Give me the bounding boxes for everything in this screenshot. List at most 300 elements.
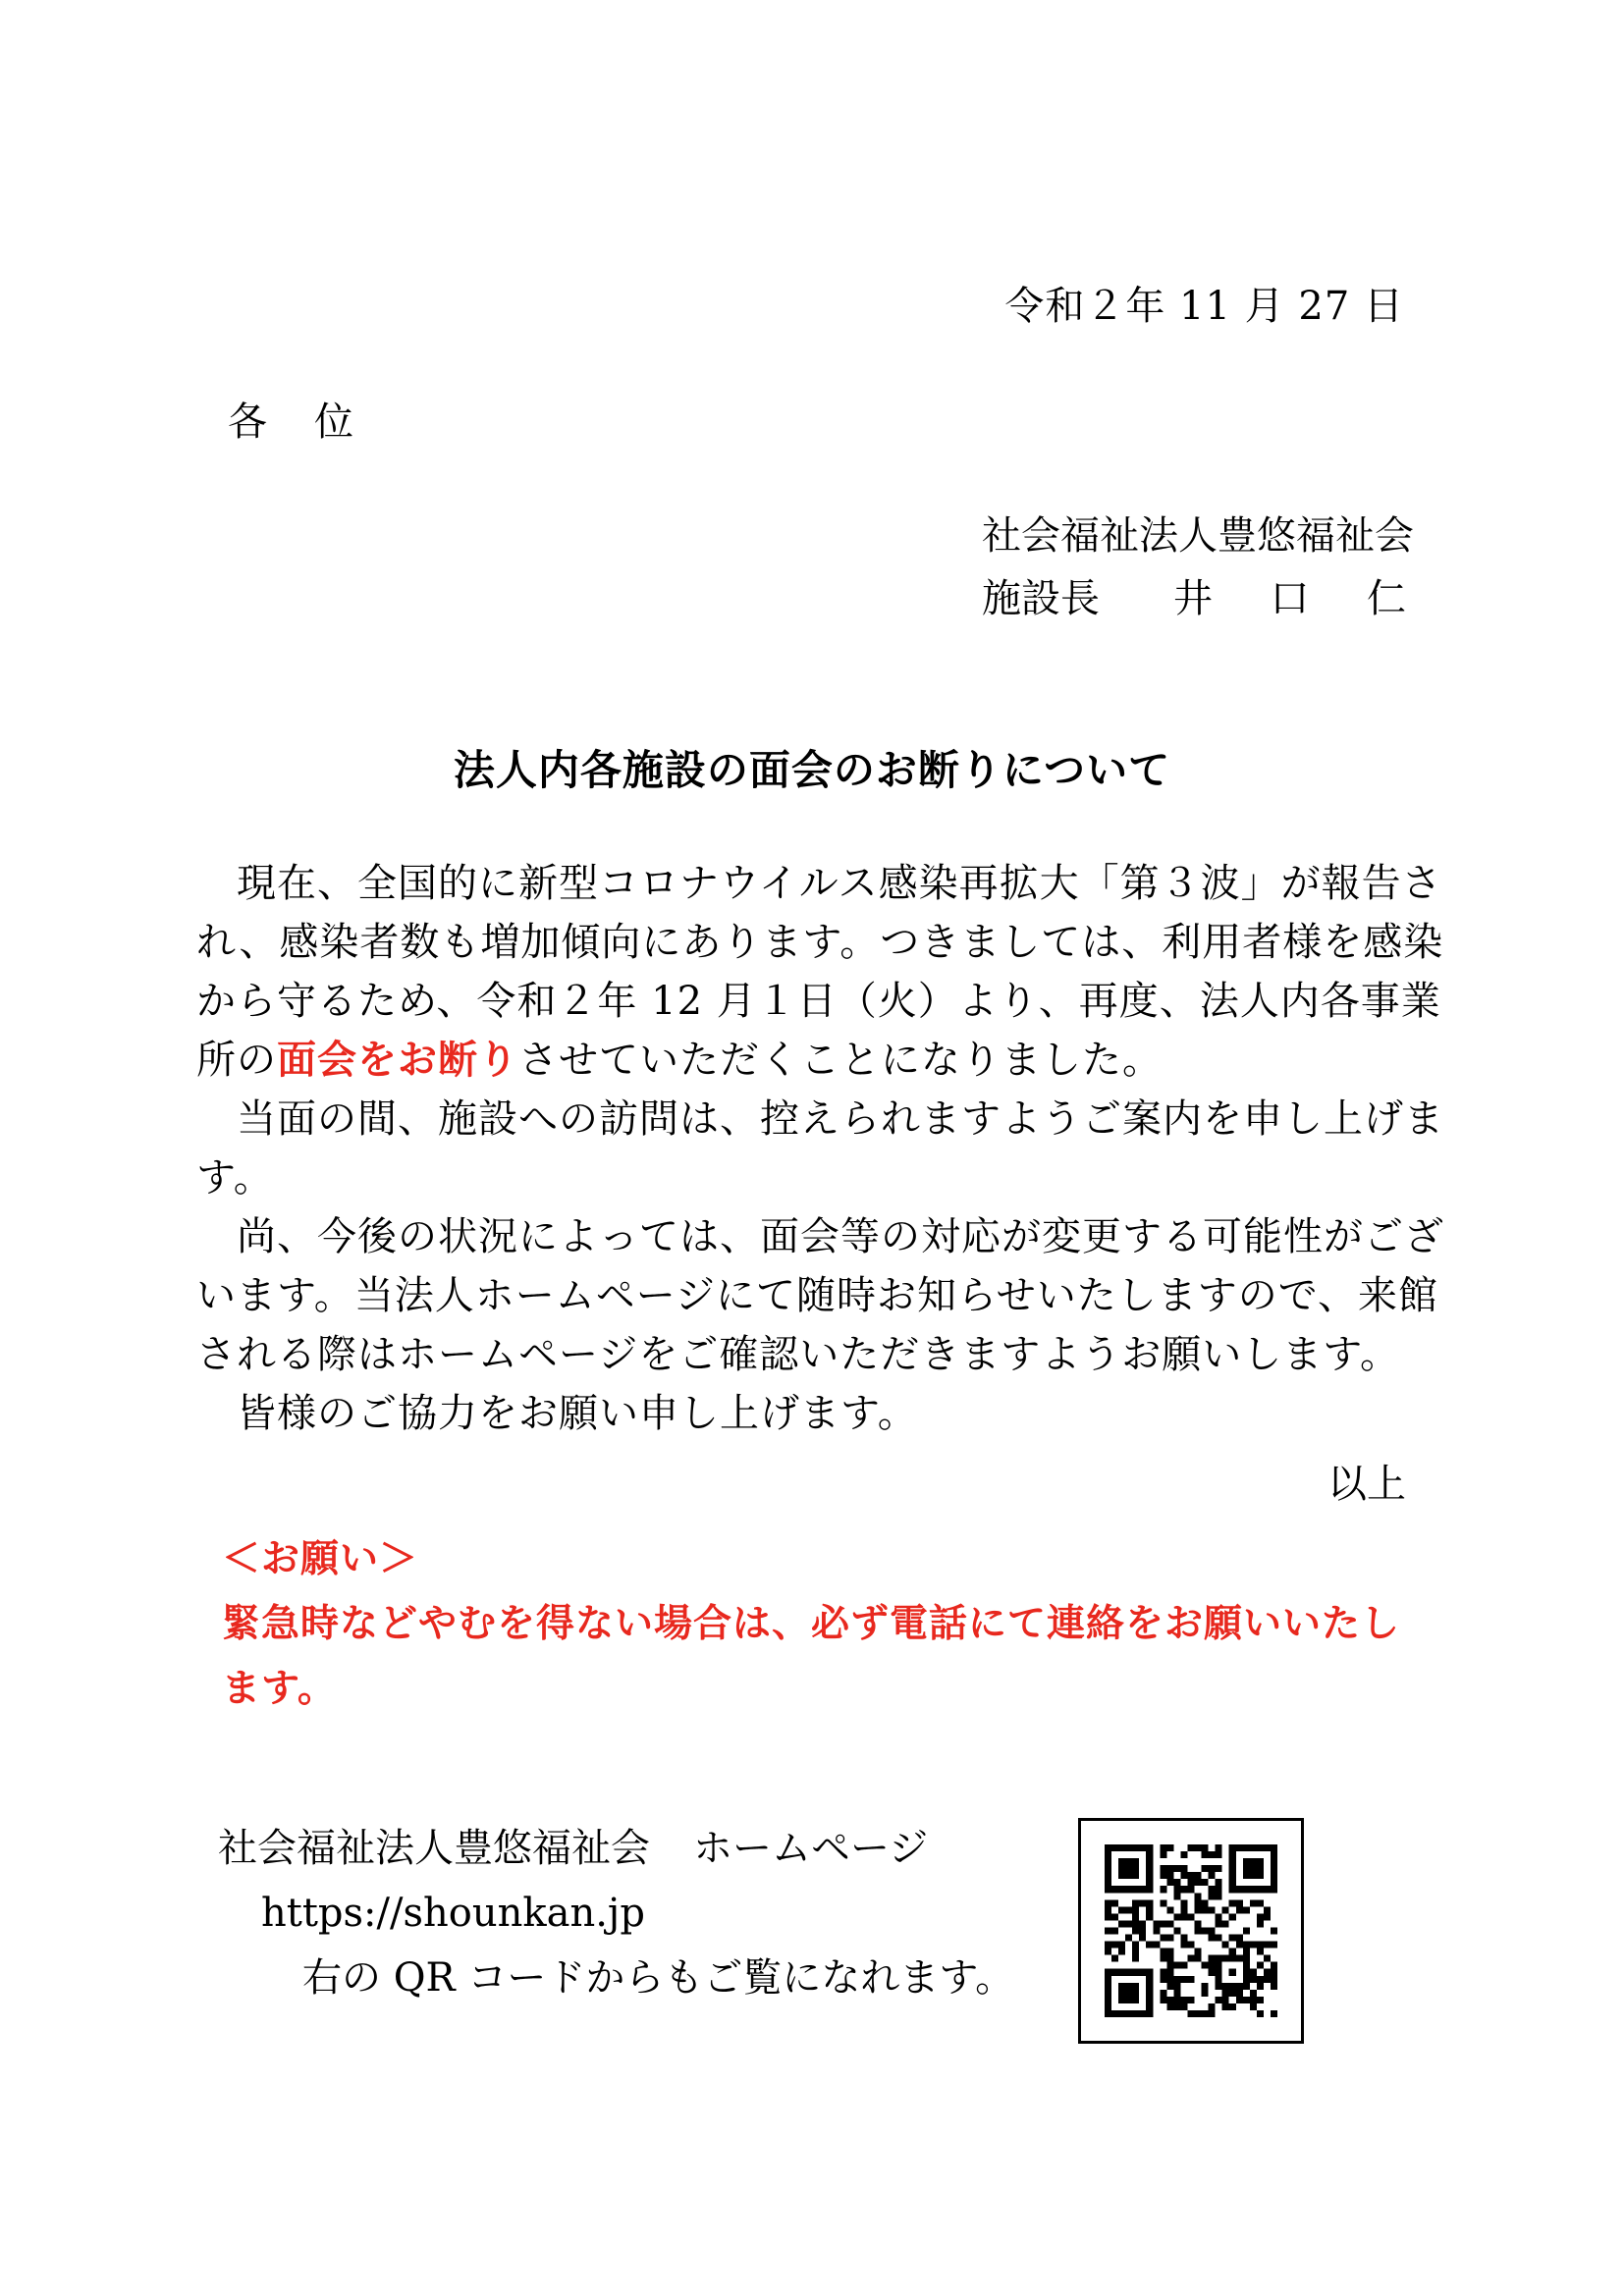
qr-module (1118, 1969, 1125, 1976)
qr-module (1180, 1935, 1187, 1942)
qr-module (1222, 1983, 1229, 1990)
qr-module (1271, 1976, 1277, 1983)
qr-module (1160, 1851, 1166, 1858)
addressee-char-1: 各 (228, 400, 267, 445)
qr-module (1132, 1886, 1139, 1893)
qr-module (1216, 1983, 1222, 1990)
footer-org: 社会福祉法人豊悠福祉会 (218, 1826, 650, 1871)
qr-module (1229, 1858, 1236, 1865)
qr-module (1216, 1844, 1222, 1851)
qr-module (1202, 1927, 1209, 1934)
qr-module (1180, 1906, 1187, 1913)
qr-module (1271, 1851, 1277, 1858)
qr-module (1257, 1844, 1264, 1851)
qr-module (1111, 1927, 1118, 1934)
qr-module (1236, 1886, 1243, 1893)
qr-module (1139, 1844, 1146, 1851)
qr-module (1105, 2010, 1111, 2017)
qr-module (1132, 1969, 1139, 1976)
qr-module (1257, 1976, 1264, 1983)
qr-module (1236, 1899, 1243, 1906)
qr-module (1105, 1983, 1111, 1990)
qr-code-icon (1105, 1844, 1277, 2017)
qr-module (1195, 1879, 1202, 1886)
qr-module (1257, 1886, 1264, 1893)
qr-module (1187, 1844, 1194, 1851)
qr-module (1229, 1865, 1236, 1872)
qr-module (1195, 1872, 1202, 1879)
qr-module (1105, 1990, 1111, 1997)
qr-module (1105, 1879, 1111, 1886)
qr-module (1250, 1858, 1257, 1865)
qr-module (1125, 1886, 1132, 1893)
qr-module (1166, 1949, 1173, 1955)
qr-module (1195, 1844, 1202, 1851)
qr-module (1243, 1962, 1250, 1969)
qr-module (1105, 1949, 1111, 1955)
qr-module (1202, 1844, 1209, 1851)
qr-module (1229, 1844, 1236, 1851)
qr-module (1146, 1969, 1153, 1976)
letter-title: 法人内各施設の面会のお断りについて (453, 746, 1171, 794)
qr-module (1139, 1920, 1146, 1927)
body-paragraph-3 (196, 1207, 1444, 1384)
qr-module (1250, 1844, 1257, 1851)
qr-module (1180, 1886, 1187, 1893)
qr-module (1209, 1962, 1216, 1969)
qr-module (1243, 1844, 1250, 1851)
qr-module (1105, 1997, 1111, 2003)
qr-module (1173, 1983, 1180, 1990)
qr-module (1146, 1844, 1153, 1851)
qr-module (1105, 1942, 1111, 1949)
qr-module (1166, 1955, 1173, 1962)
qr-module (1180, 1913, 1187, 1920)
qr-module (1209, 1851, 1216, 1858)
qr-module (1118, 1844, 1125, 1851)
qr-module (1173, 1962, 1180, 1969)
qr-module (1229, 1935, 1236, 1942)
qr-module (1146, 1976, 1153, 1983)
qr-module (1216, 1955, 1222, 1962)
letter-body (196, 854, 1444, 1443)
closing-mark: 以上 (1327, 1462, 1406, 1507)
qr-module (1146, 1942, 1153, 1949)
qr-module (1173, 1927, 1180, 1934)
qr-module (1146, 1990, 1153, 1997)
body-line: される際はホームページをご確認いただきますようお願いします。 (196, 1332, 1400, 1377)
qr-module (1166, 1844, 1173, 1851)
qr-module (1166, 1872, 1173, 1879)
qr-module (1173, 1997, 1180, 2003)
body-paragraph-1 (196, 854, 1444, 1090)
qr-module (1264, 1976, 1271, 1983)
qr-module (1125, 1844, 1132, 1851)
qr-module (1146, 1983, 1153, 1990)
qr-module (1132, 1920, 1139, 1927)
qr-module (1250, 1865, 1257, 1872)
qr-module (1250, 1872, 1257, 1879)
qr-module (1236, 1906, 1243, 1913)
qr-module (1146, 1865, 1153, 1872)
qr-module (1209, 1893, 1216, 1899)
qr-module (1209, 1935, 1216, 1942)
qr-module (1229, 1851, 1236, 1858)
qr-module (1132, 1844, 1139, 1851)
qr-module (1229, 1913, 1236, 1920)
qr-module (1118, 1990, 1125, 1997)
qr-module (1180, 1872, 1187, 1879)
qr-module (1132, 1955, 1139, 1962)
qr-module (1180, 1962, 1187, 1969)
qr-module (1180, 1997, 1187, 2003)
qr-module (1166, 2003, 1173, 2010)
qr-module (1146, 1913, 1153, 1920)
qr-module (1202, 1879, 1209, 1886)
qr-module (1173, 1886, 1180, 1893)
qr-module (1209, 2010, 1216, 2017)
qr-module (1250, 1942, 1257, 1949)
qr-module (1139, 1899, 1146, 1906)
qr-module (1105, 1844, 1111, 1851)
qr-module (1243, 1858, 1250, 1865)
body-line: 尚、今後の状況によっては、面会等の対応が変更する可能性がござ (196, 1214, 1444, 1259)
qr-module (1125, 1906, 1132, 1913)
qr-module (1216, 1913, 1222, 1920)
qr-module (1187, 1913, 1194, 1920)
qr-module (1118, 1949, 1125, 1955)
qr-module (1229, 1872, 1236, 1879)
qr-module (1118, 2010, 1125, 2017)
qr-module (1111, 1844, 1118, 1851)
qr-module (1195, 1906, 1202, 1913)
qr-module (1257, 1865, 1264, 1872)
qr-module (1243, 1865, 1250, 1872)
qr-module (1216, 1920, 1222, 1927)
qr-module (1264, 1955, 1271, 1962)
qr-module (1132, 1906, 1139, 1913)
qr-module (1229, 1949, 1236, 1955)
homepage-label: ホームページ (693, 1826, 929, 1871)
qr-module (1222, 1942, 1229, 1949)
qr-module (1243, 1927, 1250, 1934)
qr-module (1160, 1935, 1166, 1942)
qr-module (1166, 1879, 1173, 1886)
body-text-segment: 所の (196, 1038, 277, 1083)
qr-module (1105, 1906, 1111, 1913)
qr-module (1125, 1997, 1132, 2003)
qr-module (1243, 1997, 1250, 2003)
qr-module (1111, 1969, 1118, 1976)
addressee-char-2: 位 (314, 400, 353, 445)
qr-module (1209, 1865, 1216, 1872)
qr-module (1139, 1927, 1146, 1934)
qr-module (1229, 1983, 1236, 1990)
qr-module (1271, 1927, 1277, 1934)
qr-module (1202, 1962, 1209, 1969)
homepage-url[interactable]: https://shounkan.jp (261, 1891, 645, 1936)
qr-module (1250, 1969, 1257, 1976)
qr-module (1111, 1913, 1118, 1920)
qr-module (1146, 2003, 1153, 2010)
qr-module (1222, 1997, 1229, 2003)
qr-module (1125, 1990, 1132, 1997)
qr-module (1250, 1976, 1257, 1983)
qr-module (1153, 1927, 1160, 1934)
qr-module (1236, 1942, 1243, 1949)
qr-module (1118, 1920, 1125, 1927)
qr-module (1271, 1865, 1277, 1872)
qr-module (1160, 1976, 1166, 1983)
qr-module (1118, 1858, 1125, 1865)
qr-module (1229, 2003, 1236, 2010)
qr-module (1125, 1969, 1132, 1976)
qr-module (1125, 1858, 1132, 1865)
qr-module (1202, 1906, 1209, 1913)
qr-module (1243, 1872, 1250, 1879)
qr-module (1132, 1899, 1139, 1906)
qr-module (1236, 1935, 1243, 1942)
qr-module (1209, 1906, 1216, 1913)
qr-module (1264, 1942, 1271, 1949)
qr-module (1118, 1872, 1125, 1879)
qr-module (1146, 1906, 1153, 1913)
qr-module (1257, 1949, 1264, 1955)
qr-module (1271, 1886, 1277, 1893)
qr-module (1160, 1969, 1166, 1976)
qr-module (1180, 1976, 1187, 1983)
qr-module (1209, 1872, 1216, 1879)
qr-module (1271, 1879, 1277, 1886)
qr-module (1160, 1899, 1166, 1906)
qr-module (1216, 1851, 1222, 1858)
qr-module (1125, 1935, 1132, 1942)
qr-module (1118, 1942, 1125, 1949)
request-notice (222, 1527, 1410, 1722)
qr-module (1236, 1983, 1243, 1990)
qr-module (1118, 1865, 1125, 1872)
qr-module (1166, 1962, 1173, 1969)
qr-module (1222, 1990, 1229, 1997)
qr-module (1187, 1872, 1194, 1879)
qr-module (1173, 1879, 1180, 1886)
qr-module (1111, 1942, 1118, 1949)
qr-module (1146, 2010, 1153, 2017)
qr-module (1187, 2010, 1194, 2017)
qr-module (1222, 1906, 1229, 1913)
qr-module (1243, 1983, 1250, 1990)
qr-module (1264, 1844, 1271, 1851)
qr-module (1209, 2003, 1216, 2010)
qr-module (1216, 1935, 1222, 1942)
qr-module (1173, 1865, 1180, 1872)
qr-module (1187, 1955, 1194, 1962)
qr-module (1195, 1955, 1202, 1962)
sender-name-char-3: 仁 (1367, 576, 1406, 621)
qr-module (1118, 1886, 1125, 1893)
qr-module (1229, 1879, 1236, 1886)
qr-module (1118, 1997, 1125, 2003)
qr-module (1132, 1927, 1139, 1934)
qr-module (1132, 1997, 1139, 2003)
qr-module (1166, 1997, 1173, 2003)
body-line: 現在、全国的に新型コロナウイルス感染再拡大「第３波」が報告さ (196, 861, 1442, 906)
qr-module (1236, 1955, 1243, 1962)
qr-module (1105, 2003, 1111, 2010)
sender-name-char-2: 口 (1270, 576, 1310, 621)
qr-module (1195, 1920, 1202, 1927)
sender-block (982, 505, 1414, 630)
qr-module (1209, 1955, 1216, 1962)
qr-module (1105, 1872, 1111, 1879)
qr-module (1160, 1872, 1166, 1879)
qr-module (1216, 1997, 1222, 2003)
qr-module (1118, 1906, 1125, 1913)
qr-module (1271, 1942, 1277, 1949)
qr-module (1202, 1851, 1209, 1858)
qr-module (1180, 1942, 1187, 1949)
qr-module (1257, 1913, 1264, 1920)
qr-module (1236, 1990, 1243, 1997)
sender-signature (982, 567, 1406, 630)
body-line: れ、感染者数も増加傾向にあります。つきましては、利用者様を感染 (196, 920, 1444, 965)
qr-module (1202, 1899, 1209, 1906)
body-paragraph-2 (196, 1090, 1444, 1207)
qr-module (1229, 1955, 1236, 1962)
qr-module (1216, 1976, 1222, 1983)
qr-module (1132, 1942, 1139, 1949)
qr-module (1153, 1920, 1160, 1927)
qr-module (1160, 1949, 1166, 1955)
sender-name (1173, 567, 1406, 630)
body-line: から守るため、令和２年 12 月１日（火）より、再度、法人内各事業 (196, 979, 1441, 1024)
qr-module (1166, 1935, 1173, 1942)
qr-module (1209, 1927, 1216, 1934)
qr-module (1229, 1886, 1236, 1893)
qr-module (1229, 1990, 1236, 1997)
qr-module (1216, 1962, 1222, 1969)
qr-module (1250, 1997, 1257, 2003)
qr-module (1139, 1935, 1146, 1942)
qr-module (1243, 1906, 1250, 1913)
body-line (196, 1031, 1394, 1090)
qr-module (1125, 2010, 1132, 2017)
qr-module (1125, 1983, 1132, 1990)
qr-module (1271, 1858, 1277, 1865)
request-line: 緊急時などやむを得ない場合は、必ず電話にて連絡をお願いいたし (222, 1602, 1401, 1646)
qr-module (1264, 1969, 1271, 1976)
qr-module (1264, 1886, 1271, 1893)
qr-module (1271, 1983, 1277, 1990)
qr-module (1132, 1872, 1139, 1879)
qr-module (1125, 1872, 1132, 1879)
qr-module (1166, 1906, 1173, 1913)
qr-module (1187, 1976, 1194, 1983)
homepage-info (218, 1816, 1033, 2010)
letter-date: 令和２年 11 月 27 日 (1004, 284, 1404, 329)
qr-module (1257, 1942, 1264, 1949)
qr-code-frame[interactable] (1078, 1818, 1304, 2044)
qr-module (1105, 1913, 1111, 1920)
qr-module (1271, 1872, 1277, 1879)
qr-module (1146, 1872, 1153, 1879)
qr-module (1111, 1955, 1118, 1962)
qr-module (1202, 1983, 1209, 1990)
qr-module (1153, 1942, 1160, 1949)
qr-module (1111, 2010, 1118, 2017)
qr-module (1132, 1865, 1139, 1872)
qr-module (1187, 1942, 1194, 1949)
qr-module (1173, 1990, 1180, 1997)
qr-module (1264, 1906, 1271, 1913)
qr-module (1146, 1997, 1153, 2003)
qr-module (1243, 1949, 1250, 1955)
qr-module (1222, 2003, 1229, 2010)
qr-module (1146, 1858, 1153, 1865)
qr-module (1202, 1865, 1209, 1872)
qr-module (1180, 1865, 1187, 1872)
qr-module (1195, 1899, 1202, 1906)
qr-module (1243, 1942, 1250, 1949)
qr-module (1125, 1920, 1132, 1927)
qr-module (1146, 1886, 1153, 1893)
qr-module (1132, 2010, 1139, 2017)
qr-module (1105, 1899, 1111, 1906)
request-heading: ＜お願い＞ (222, 1537, 419, 1581)
qr-module (1160, 1997, 1166, 2003)
qr-module (1271, 1844, 1277, 1851)
qr-module (1146, 1899, 1153, 1906)
qr-module (1166, 1969, 1173, 1976)
qr-module (1180, 1851, 1187, 1858)
qr-module (1166, 1920, 1173, 1927)
sender-name-char-1: 井 (1173, 576, 1213, 621)
qr-module (1132, 1949, 1139, 1955)
qr-module (1195, 1927, 1202, 1934)
qr-module (1257, 1997, 1264, 2003)
qr-module (1125, 1865, 1132, 1872)
qr-module (1216, 1893, 1222, 1899)
qr-module (1222, 1955, 1229, 1962)
qr-module (1250, 2003, 1257, 2010)
request-line: ます。 (222, 1667, 337, 1711)
qr-module (1146, 1879, 1153, 1886)
qr-module (1250, 1899, 1257, 1906)
qr-module (1173, 1913, 1180, 1920)
qr-module (1195, 1893, 1202, 1899)
sender-organization: 社会福祉法人豊悠福祉会 (982, 513, 1414, 559)
qr-module (1139, 1886, 1146, 1893)
qr-module (1187, 1886, 1194, 1893)
sender-role: 施設長 (982, 576, 1100, 621)
visit-refusal-highlight: 面会をお断り (277, 1038, 518, 1083)
qr-module (1105, 1851, 1111, 1858)
qr-module (1243, 1976, 1250, 1983)
qr-module (1257, 1872, 1264, 1879)
qr-module (1236, 1844, 1243, 1851)
qr-module (1132, 1858, 1139, 1865)
qr-module (1139, 1969, 1146, 1976)
qr-module (1111, 1899, 1118, 1906)
qr-module (1257, 1920, 1264, 1927)
qr-module (1243, 1886, 1250, 1893)
qr-module (1105, 1969, 1111, 1976)
qr-module (1105, 1927, 1111, 1934)
qr-module (1180, 1899, 1187, 1906)
addressee (228, 391, 353, 447)
body-line: す。 (196, 1155, 274, 1201)
qr-module (1271, 1962, 1277, 1969)
